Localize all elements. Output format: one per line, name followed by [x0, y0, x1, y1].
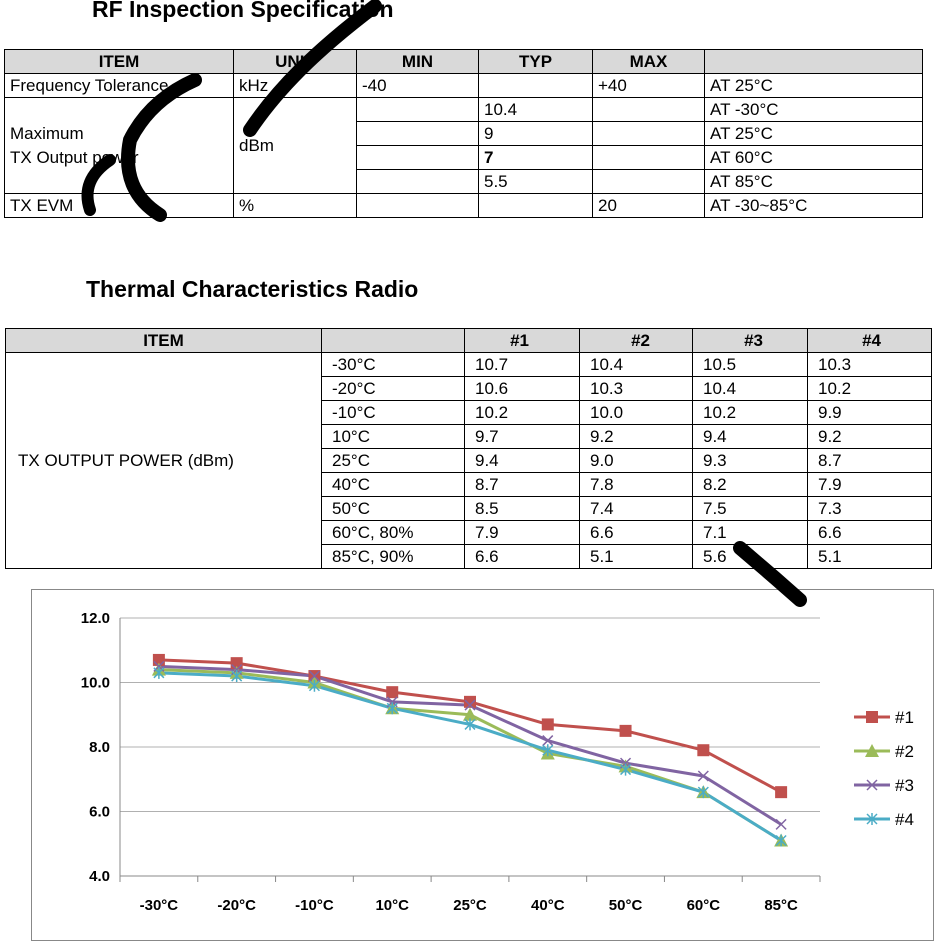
table-row [5, 74, 923, 98]
x-tick-label: -20°C [217, 897, 256, 914]
thermal-value-cell: 10.2 [808, 377, 932, 401]
thermal-value-cell: 9.4 [465, 449, 580, 473]
thermal-value-cell: 9.4 [693, 425, 808, 449]
rf-power-item-cell [5, 98, 234, 194]
thermal-title: Thermal Characteristics Radio [86, 276, 419, 302]
thermal-value-cell: 10.2 [693, 401, 808, 425]
thermal-value-cell: 8.2 [693, 473, 808, 497]
x-tick-label: -30°C [139, 897, 179, 914]
thermal-body [6, 353, 932, 569]
thermal-header-cell [322, 329, 465, 353]
rf-cell [357, 122, 479, 146]
thermal-value-cell: 6.6 [580, 521, 693, 545]
rf-cell: 20 [593, 194, 705, 218]
thermal-value-cell: 10.7 [465, 353, 580, 377]
rf-cell: AT 25°C [705, 122, 923, 146]
thermal-value-cell: 5.6 [693, 545, 808, 569]
x-tick-label: 40°C [531, 897, 565, 914]
rf-header-row [5, 50, 923, 74]
y-tick-label: 4.0 [89, 868, 110, 885]
thermal-value-cell: 10.4 [693, 377, 808, 401]
thermal-value-cell: 9.9 [808, 401, 932, 425]
thermal-table [5, 328, 932, 569]
rf-cell: % [234, 194, 357, 218]
rf-cell [357, 170, 479, 194]
rf-cell [593, 98, 705, 122]
thermal-value-cell: 5.1 [580, 545, 693, 569]
thermal-value-cell: 10.3 [808, 353, 932, 377]
x-tick-label: 25°C [453, 897, 487, 914]
series-line-2 [159, 670, 781, 841]
rf-cell: AT 60°C [705, 146, 923, 170]
legend-label: #1 [895, 708, 914, 727]
thermal-header-cell: #1 [465, 329, 580, 353]
thermal-header-cell: #2 [580, 329, 693, 353]
legend-marker-1 [866, 711, 878, 723]
rf-cell: 9 [479, 122, 593, 146]
rf-cell: 10.4 [479, 98, 593, 122]
thermal-cond-cell: 40°C [322, 473, 465, 497]
thermal-cond-cell: 85°C, 90% [322, 545, 465, 569]
rf-cell: +40 [593, 74, 705, 98]
x-tick-label: -10°C [295, 897, 334, 914]
y-tick-label: 12.0 [80, 610, 110, 627]
thermal-value-cell: 9.7 [465, 425, 580, 449]
rf-cell: 7 [479, 146, 593, 170]
thermal-cond-cell: -30°C [322, 353, 465, 377]
x-tick-label: 85°C [764, 897, 798, 914]
rf-cell: 5.5 [479, 170, 593, 194]
thermal-value-cell: 7.8 [580, 473, 693, 497]
thermal-cond-cell: 60°C, 80% [322, 521, 465, 545]
x-tick-label: 10°C [375, 897, 409, 914]
thermal-item-cell: TX OUTPUT POWER (dBm) [6, 353, 322, 569]
table-row [5, 194, 923, 218]
thermal-value-cell: 8.5 [465, 497, 580, 521]
y-tick-label: 8.0 [89, 739, 110, 756]
rf-cell [479, 194, 593, 218]
chart-frame [31, 589, 934, 941]
rf-cell: kHz [234, 74, 357, 98]
rf-cell [357, 98, 479, 122]
legend-label: #2 [895, 742, 914, 761]
rf-spec-title: RF Inspection Specification [92, 0, 394, 22]
thermal-value-cell: 10.2 [465, 401, 580, 425]
legend-label: #3 [895, 776, 914, 795]
rf-cell: TX EVM [5, 194, 234, 218]
thermal-value-cell: 9.0 [580, 449, 693, 473]
rf-cell [479, 74, 593, 98]
thermal-value-cell: 7.3 [808, 497, 932, 521]
data-point-3 [776, 819, 786, 829]
rf-power-item-line2: TX Output power [10, 147, 139, 167]
thermal-value-cell: 9.2 [580, 425, 693, 449]
rf-cell: -40 [357, 74, 479, 98]
rf-header-cell: TYP [479, 50, 593, 74]
x-tick-label: 50°C [608, 897, 643, 914]
data-point-1 [697, 744, 709, 756]
thermal-cond-cell: -20°C [322, 377, 465, 401]
thermal-value-cell: 6.6 [465, 545, 580, 569]
y-tick-label: 10.0 [80, 674, 110, 692]
rf-cell: AT -30~85°C [705, 194, 923, 218]
data-point-1 [620, 725, 632, 737]
thermal-header-cell: #3 [693, 329, 808, 353]
thermal-value-cell: 10.3 [580, 377, 693, 401]
data-point-1 [386, 686, 398, 698]
thermal-value-cell: 8.7 [808, 449, 932, 473]
thermal-header-cell: #4 [808, 329, 932, 353]
thermal-header-cell: ITEM [6, 329, 322, 353]
y-tick-label: 6.0 [89, 803, 110, 821]
data-point-1 [775, 786, 787, 798]
thermal-value-cell: 7.4 [580, 497, 693, 521]
legend-label: #4 [895, 810, 914, 829]
thermal-value-cell: 7.9 [808, 473, 932, 497]
rf-cell: Frequency Tolerance [5, 74, 234, 98]
thermal-cond-cell: 25°C [322, 449, 465, 473]
table-row [5, 98, 923, 122]
thermal-value-cell: 9.2 [808, 425, 932, 449]
rf-cell [357, 146, 479, 170]
rf-power-item-line1: Maximum [10, 123, 84, 143]
x-tick-label: 60°C [686, 897, 721, 914]
thermal-value-cell: 6.6 [808, 521, 932, 545]
rf-header-cell: UNIT [234, 50, 357, 74]
thermal-value-cell: 7.5 [693, 497, 808, 521]
chart-svg [32, 590, 933, 940]
thermal-value-cell: 10.0 [580, 401, 693, 425]
data-point-1 [542, 718, 554, 730]
rf-cell [357, 194, 479, 218]
thermal-value-cell: 8.7 [465, 473, 580, 497]
rf-power-unit-cell: dBm [234, 98, 357, 194]
rf-header-cell [705, 50, 923, 74]
rf-spec-table [4, 49, 923, 218]
rf-header-cell: MAX [593, 50, 705, 74]
thermal-header-row [6, 329, 932, 353]
rf-cell: AT 85°C [705, 170, 923, 194]
rf-header-cell: ITEM [5, 50, 234, 74]
table-row [6, 353, 932, 377]
thermal-value-cell: 9.3 [693, 449, 808, 473]
thermal-value-cell: 10.4 [580, 353, 693, 377]
thermal-value-cell: 7.9 [465, 521, 580, 545]
rf-cell [593, 122, 705, 146]
thermal-value-cell: 10.5 [693, 353, 808, 377]
thermal-cond-cell: 50°C [322, 497, 465, 521]
rf-cell: AT 25°C [705, 74, 923, 98]
rf-header-cell: MIN [357, 50, 479, 74]
rf-cell [593, 170, 705, 194]
rf-cell [593, 146, 705, 170]
thermal-cond-cell: -10°C [322, 401, 465, 425]
thermal-value-cell: 7.1 [693, 521, 808, 545]
thermal-cond-cell: 10°C [322, 425, 465, 449]
thermal-value-cell: 5.1 [808, 545, 932, 569]
rf-cell: AT -30°C [705, 98, 923, 122]
thermal-value-cell: 10.6 [465, 377, 580, 401]
